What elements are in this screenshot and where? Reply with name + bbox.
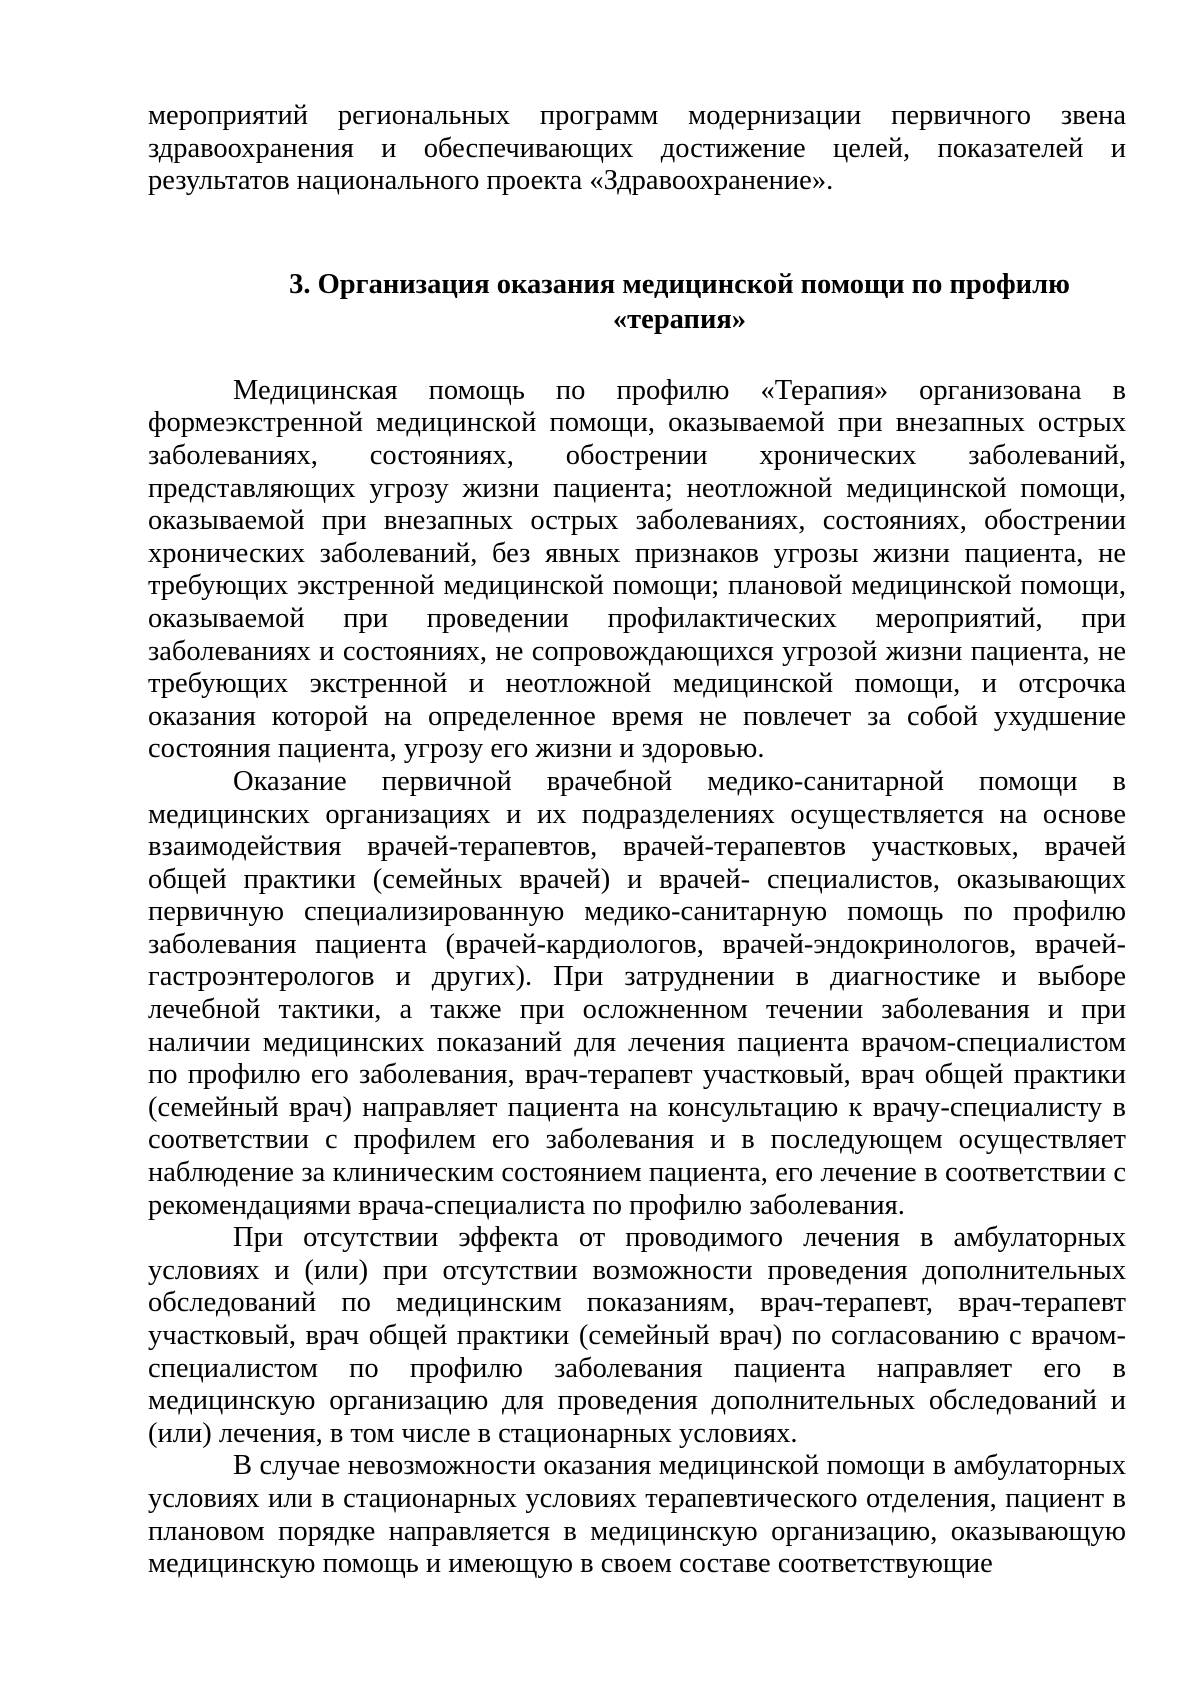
page-content <box>148 100 1126 1581</box>
section-heading-line-1: 3. Организация оказания медицинской помощи по профилю <box>289 268 1070 300</box>
paragraph-no-effect: При отсутствии эффекта от проводимого лечения в амбулаторных условиях и (или) при отсутствии возможности проведения дополнительных обследований по медицинским показаниям, врач-терапевт, врач-терапевт участковый, врач общей практики (семейный врач) по согласованию с врачом-специалистом по профилю заболевания пациента направляет его в медицинскую организацию для проведения дополнительных обследований и (или) лечения, в том числе в стационарных условиях. <box>148 1222 1126 1449</box>
section-heading <box>148 267 1126 337</box>
heading-spacer <box>148 337 1126 375</box>
section-heading-line-2: «терапия» <box>612 303 747 335</box>
intro-paragraph: мероприятий региональных программ модернизации первичного звена здравоохранения и обеспечивающих достижение целей, показателей и результатов национального проекта «Здравоохранение». <box>148 100 1126 197</box>
paragraph-primary-care: Оказание первичной врачебной медико-санитарной помощи в медицинских организациях и их подразделениях осуществляется на основе взаимодействия врачей-терапевтов, врачей-терапевтов участковых, врачей общей практики (семейных врачей) и врачей- специалистов, оказывающих первичную специализированную медико-санитарную помощь по профилю заболевания пациента (врачей-кардиологов, врачей-эндокринологов, врачей-гастроэнтерологов и других). При затруднении в диагностике и выборе лечебной тактики, а также при осложненном течении заболевания и при наличии медицинских показаний для лечения пациента врачом-специалистом по профилю его заболевания, врач-терапевт участковый, врач общей практики (семейный врач) направляет пациента на консультацию к врачу-специалисту в соответствии с профилем его заболевания и в последующем осуществляет наблюдение за клиническим состоянием пациента, его лечение в соответствии с рекомендациями врача-специалиста по профилю заболевания. <box>148 765 1126 1221</box>
paragraph-impossibility: В случае невозможности оказания медицинской помощи в амбулаторных условиях или в стационарных условиях терапевтического отделения, пациент в плановом порядке направляется в медицинскую организацию, оказывающую медицинскую помощь и имеющую в своем составе соответствующие <box>148 1450 1126 1580</box>
paragraph-therapy-forms: Медицинская помощь по профилю «Терапия» организована в формеэкстренной медицинской помощи, оказываемой при внезапных острых заболеваниях, состояниях, обострении хронических заболеваний, представляющих угрозу жизни пациента; неотложной медицинской помощи, оказываемой при внезапных острых заболеваниях, состояниях, обострении хронических заболеваний, без явных признаков угрозы жизни пациента, не требующих экстренной медицинской помощи; плановой медицинской помощи, оказываемой при проведении профилактических мероприятий, при заболеваниях и состояниях, не сопровождающихся угрозой жизни пациента, не требующих экстренной и неотложной медицинской помощи, и отсрочка оказания которой на определенное время не повлечет за собой ухудшение состояния пациента, угрозу его жизни и здоровью. <box>148 374 1126 765</box>
